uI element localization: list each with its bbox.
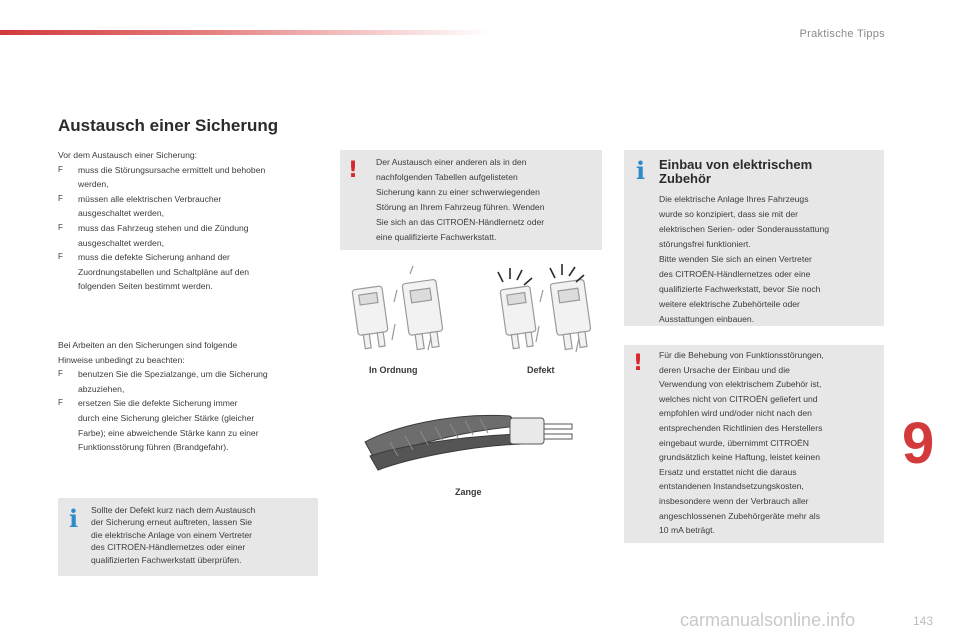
info-line: des CITROËN-Händlernetzes oder einer	[91, 542, 246, 553]
info-line: Die elektrische Anlage Ihres Fahrzeugs	[659, 194, 809, 204]
heading-line: Zubehör	[659, 171, 711, 186]
warn-line: grundsätzlich keine Haftung, leistet keinen	[659, 452, 820, 463]
watermark: carmanualsonline.info	[680, 610, 856, 630]
list-item-line: benutzen Sie die Spezialzange, um die Sicherung	[78, 369, 268, 380]
warn-line: insbesondere wenn der Verbrauch aller	[659, 495, 809, 506]
list-item	[58, 163, 328, 192]
warn-line: eine qualifizierte Fachwerkstatt.	[376, 232, 497, 242]
info-line: der Sicherung erneut auftreten, lassen Sie	[91, 517, 252, 528]
bullet-icon: F	[58, 398, 63, 408]
accessory-info-text	[659, 192, 829, 327]
intro-text: Vor dem Austausch einer Sicherung:	[58, 150, 198, 160]
list-item	[58, 221, 328, 250]
label-fuse-ok: In Ordnung	[369, 365, 418, 375]
list-item-line: müssen alle elektrischen Verbraucher	[78, 193, 222, 204]
label-pliers: Zange	[455, 487, 482, 497]
warning-icon: !	[348, 158, 359, 183]
bullet-icon: F	[58, 252, 63, 262]
intro-block	[58, 148, 328, 294]
warning-box-right-text	[659, 348, 824, 538]
warn-line: Störung an Ihrem Fahrzeug führen. Wenden	[376, 202, 545, 212]
bullet-icon: F	[58, 222, 63, 232]
warn-line: Für die Behebung von Funktionsstörungen,	[659, 350, 824, 360]
list-item-line: werden,	[78, 179, 109, 190]
list-item-line: ersetzen Sie die defekte Sicherung immer	[78, 398, 238, 409]
section-title: Praktische Tipps	[799, 28, 885, 40]
warning-box-middle-text	[376, 155, 544, 245]
info-line: wurde so konzipiert, dass sie mit der	[659, 209, 798, 219]
bullet-icon: F	[58, 164, 63, 174]
list-item-line: muss die defekte Sicherung anhand der	[78, 252, 230, 263]
hints-intro-line-1: Bei Arbeiten an den Sicherungen sind folgende	[58, 340, 238, 350]
page-number: 143	[913, 614, 934, 628]
warning-icon: !	[633, 351, 644, 376]
warn-line: nachfolgenden Tabellen aufgelisteten	[376, 172, 518, 182]
list-item-line: muss das Fahrzeug stehen und die Zündung	[78, 222, 249, 233]
heading-line: Einbau von elektrischem	[659, 157, 813, 172]
fuse-pliers-icon	[360, 398, 590, 478]
fuse-defect-icon	[498, 264, 593, 352]
page-title: Austausch einer Sicherung	[58, 116, 279, 135]
info-box-left-text	[91, 504, 255, 566]
info-line: Ausstattungen einbauen.	[659, 314, 755, 324]
info-line: Bitte wenden Sie sich an einen Vertreter	[659, 254, 812, 264]
warn-line: entstandenen Instandsetzungskosten,	[659, 481, 804, 492]
info-icon: i	[636, 156, 646, 185]
list-item-line: abzuziehen,	[78, 383, 125, 394]
hints-block	[58, 338, 328, 455]
info-icon: i	[69, 504, 79, 533]
list-item-line: muss die Störungsursache ermittelt und behoben	[78, 164, 266, 175]
warn-line: 10 mA beträgt.	[659, 525, 715, 536]
info-line: qualifizierten Fachwerkstatt überprüfen.	[91, 554, 242, 565]
list-item	[58, 367, 328, 396]
info-line: störungsfrei funktioniert.	[659, 239, 751, 249]
list-item-line: Farbe); eine abweichende Stärke kann zu einer	[78, 427, 259, 438]
info-line: weitere elektrische Zubehörteile oder	[659, 299, 800, 309]
accessory-heading	[659, 158, 812, 186]
fuse-illustration	[340, 262, 602, 362]
info-line: elektrischen Serien- oder Sonderausstattung	[659, 224, 830, 234]
warn-line: Ersatz und erstattet nicht die daraus	[659, 466, 797, 477]
info-line: qualifizierte Fachwerkstatt, bevor Sie noch	[659, 284, 821, 294]
warn-line: empfohlen wird und/oder nicht nach den	[659, 408, 812, 419]
label-fuse-defect: Defekt	[527, 365, 555, 375]
warn-line: angeschlossenen Zubehörgeräte mehr als	[659, 510, 820, 521]
list-item	[58, 396, 328, 454]
info-line: Sollte der Defekt kurz nach dem Austausch	[91, 505, 256, 515]
bullet-icon: F	[58, 369, 63, 379]
warn-line: deren Ursache der Einbau und die	[659, 364, 790, 375]
bullet-icon: F	[58, 193, 63, 203]
warning-box-middle	[340, 150, 602, 250]
list-item-line: ausgeschaltet werden,	[78, 208, 164, 219]
hints-intro-line-2: Hinweise unbedingt zu beachten:	[58, 354, 185, 365]
warn-line: entsprechenden Richtlinien des Herstellers	[659, 422, 823, 433]
list-item-line: Zuordnungstabellen und Schaltpläne auf den	[78, 266, 250, 277]
list-item-line: durch eine Sicherung gleicher Stärke (gleicher	[78, 412, 255, 423]
info-line: des CITROËN-Händlernetzes oder eine	[659, 269, 811, 279]
warn-line: Der Austausch einer anderen als in den	[376, 157, 527, 167]
chapter-number: 9	[902, 411, 935, 476]
bullet-list-1	[58, 163, 328, 294]
info-box-right	[624, 150, 884, 326]
warn-line: Sicherung kann zu einer schwerwiegenden	[376, 187, 540, 197]
fuse-ok-icon	[352, 266, 445, 350]
info-box-left	[58, 498, 318, 576]
list-item-line: ausgeschaltet werden,	[78, 237, 164, 248]
list-item-line: folgenden Seiten bestimmt werden.	[78, 281, 213, 292]
warn-line: Verwendung von elektrischem Zubehör ist,	[659, 379, 822, 390]
list-item-line: Funktionsstörung führen (Brandgefahr).	[78, 442, 229, 453]
header-accent-bar	[0, 30, 490, 35]
list-item	[58, 192, 328, 221]
list-item	[58, 250, 328, 294]
warn-line: welches nicht von CITROËN geliefert und	[659, 393, 818, 404]
warning-box-right	[624, 345, 884, 543]
warn-line: eingebaut wurde, übernimmt CITROËN	[659, 437, 809, 448]
warn-line: Sie sich an das CITROËN-Händlernetz oder	[376, 217, 545, 227]
info-line: die elektrische Anlage von einem Vertreter	[91, 529, 252, 540]
bullet-list-2	[58, 367, 328, 455]
